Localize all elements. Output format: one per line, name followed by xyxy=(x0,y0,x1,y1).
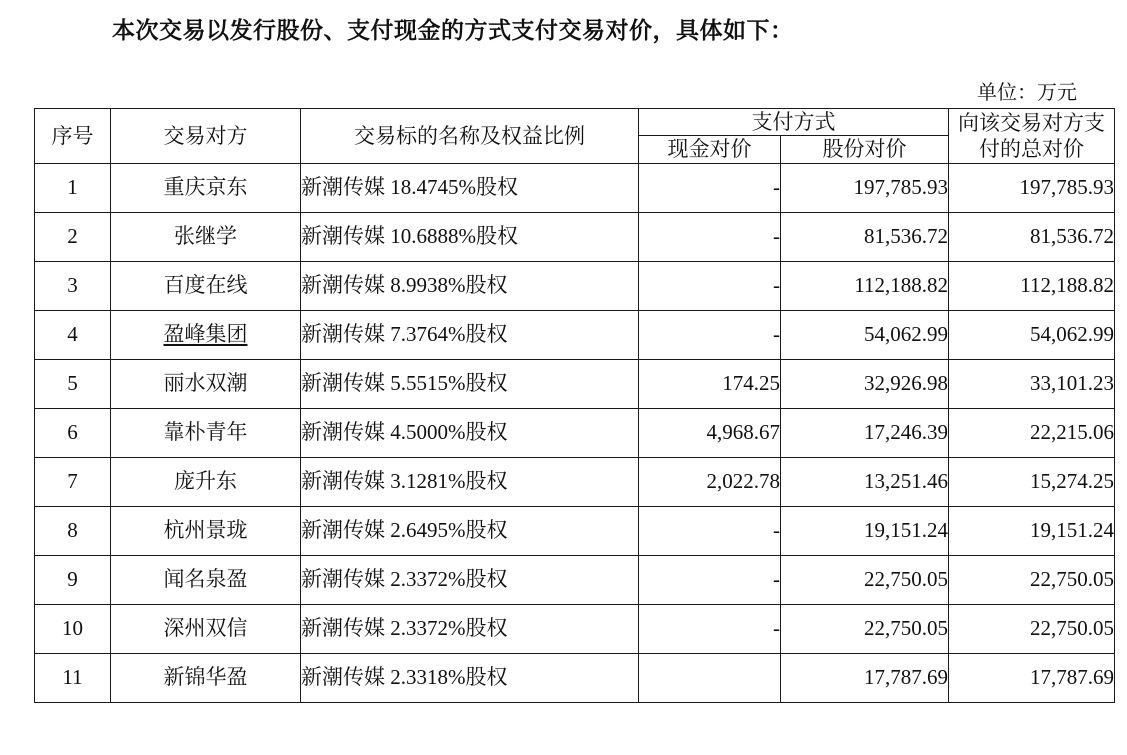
column-header-index: 序号 xyxy=(35,109,111,164)
table-row xyxy=(35,359,1115,408)
cell-index: 10 xyxy=(35,604,111,653)
column-header-target: 交易标的名称及权益比例 xyxy=(301,109,639,164)
cell-index: 8 xyxy=(35,506,111,555)
table-row xyxy=(35,212,1115,261)
cell-counterparty: 闻名泉盈 xyxy=(111,555,301,604)
cell-share: 197,785.93 xyxy=(781,163,949,212)
cell-total: 54,062.99 xyxy=(949,310,1115,359)
cell-counterparty: 新锦华盈 xyxy=(111,653,301,702)
cell-cash: - xyxy=(639,163,781,212)
cell-counterparty: 丽水双潮 xyxy=(111,359,301,408)
table-body xyxy=(35,163,1115,702)
cell-total: 15,274.25 xyxy=(949,457,1115,506)
cell-counterparty xyxy=(111,310,301,359)
cell-share: 22,750.05 xyxy=(781,604,949,653)
table-row xyxy=(35,457,1115,506)
column-header-share: 股份对价 xyxy=(781,136,949,163)
cell-cash: - xyxy=(639,212,781,261)
cell-index: 1 xyxy=(35,163,111,212)
cell-cash: - xyxy=(639,555,781,604)
table-header-row-1 xyxy=(35,109,1115,136)
cell-share: 17,787.69 xyxy=(781,653,949,702)
cell-index: 4 xyxy=(35,310,111,359)
cell-share: 81,536.72 xyxy=(781,212,949,261)
table-row xyxy=(35,506,1115,555)
column-header-cash: 现金对价 xyxy=(639,136,781,163)
cell-share: 19,151.24 xyxy=(781,506,949,555)
cell-cash: 2,022.78 xyxy=(639,457,781,506)
cell-share: 112,188.82 xyxy=(781,261,949,310)
consideration-table xyxy=(34,108,1115,703)
column-header-total: 向该交易对方支付的总对价 xyxy=(949,109,1115,164)
cell-total: 22,750.05 xyxy=(949,604,1115,653)
cell-counterparty: 张继学 xyxy=(111,212,301,261)
cell-total: 19,151.24 xyxy=(949,506,1115,555)
cell-counterparty: 深州双信 xyxy=(111,604,301,653)
cell-total: 33,101.23 xyxy=(949,359,1115,408)
cell-cash: 174.25 xyxy=(639,359,781,408)
column-header-counterparty: 交易对方 xyxy=(111,109,301,164)
cell-index: 11 xyxy=(35,653,111,702)
cell-index: 3 xyxy=(35,261,111,310)
cell-counterparty: 庞升东 xyxy=(111,457,301,506)
table-row xyxy=(35,310,1115,359)
cell-share: 17,246.39 xyxy=(781,408,949,457)
cell-target: 新潮传媒 8.9938%股权 xyxy=(301,261,639,310)
counterparty-link[interactable]: 盈峰集团 xyxy=(163,322,248,347)
cell-counterparty: 靠朴青年 xyxy=(111,408,301,457)
cell-cash: - xyxy=(639,604,781,653)
table-row xyxy=(35,555,1115,604)
cell-index: 2 xyxy=(35,212,111,261)
table-head xyxy=(35,109,1115,164)
cell-target: 新潮传媒 18.4745%股权 xyxy=(301,163,639,212)
table-row xyxy=(35,408,1115,457)
cell-total: 22,215.06 xyxy=(949,408,1115,457)
cell-target: 新潮传媒 2.6495%股权 xyxy=(301,506,639,555)
cell-target: 新潮传媒 2.3318%股权 xyxy=(301,653,639,702)
cell-index: 9 xyxy=(35,555,111,604)
cell-counterparty: 重庆京东 xyxy=(111,163,301,212)
cell-index: 7 xyxy=(35,457,111,506)
cell-target: 新潮传媒 5.5515%股权 xyxy=(301,359,639,408)
table-row xyxy=(35,261,1115,310)
cell-share: 22,750.05 xyxy=(781,555,949,604)
cell-share: 13,251.46 xyxy=(781,457,949,506)
cell-total: 22,750.05 xyxy=(949,555,1115,604)
cell-target: 新潮传媒 7.3764%股权 xyxy=(301,310,639,359)
cell-cash: - xyxy=(639,506,781,555)
cell-counterparty: 杭州景珑 xyxy=(111,506,301,555)
cell-share: 54,062.99 xyxy=(781,310,949,359)
cell-cash: - xyxy=(639,261,781,310)
cell-total: 112,188.82 xyxy=(949,261,1115,310)
cell-total: 17,787.69 xyxy=(949,653,1115,702)
cell-cash: 4,968.67 xyxy=(639,408,781,457)
table-row xyxy=(35,653,1115,702)
table-row xyxy=(35,604,1115,653)
cell-target: 新潮传媒 4.5000%股权 xyxy=(301,408,639,457)
unit-note: 单位：万元 xyxy=(977,82,1077,104)
cell-share: 32,926.98 xyxy=(781,359,949,408)
cell-target: 新潮传媒 2.3372%股权 xyxy=(301,555,639,604)
cell-index: 6 xyxy=(35,408,111,457)
table-row xyxy=(35,163,1115,212)
cell-index: 5 xyxy=(35,359,111,408)
cell-total: 197,785.93 xyxy=(949,163,1115,212)
cell-counterparty: 百度在线 xyxy=(111,261,301,310)
cell-target: 新潮传媒 2.3372%股权 xyxy=(301,604,639,653)
cell-target: 新潮传媒 10.6888%股权 xyxy=(301,212,639,261)
cell-total: 81,536.72 xyxy=(949,212,1115,261)
cell-cash: - xyxy=(639,310,781,359)
cell-target: 新潮传媒 3.1281%股权 xyxy=(301,457,639,506)
cell-cash xyxy=(639,653,781,702)
intro-paragraph: 本次交易以发行股份、支付现金的方式支付交易对价，具体如下： xyxy=(112,18,794,43)
column-header-payment-method: 支付方式 xyxy=(639,109,949,136)
